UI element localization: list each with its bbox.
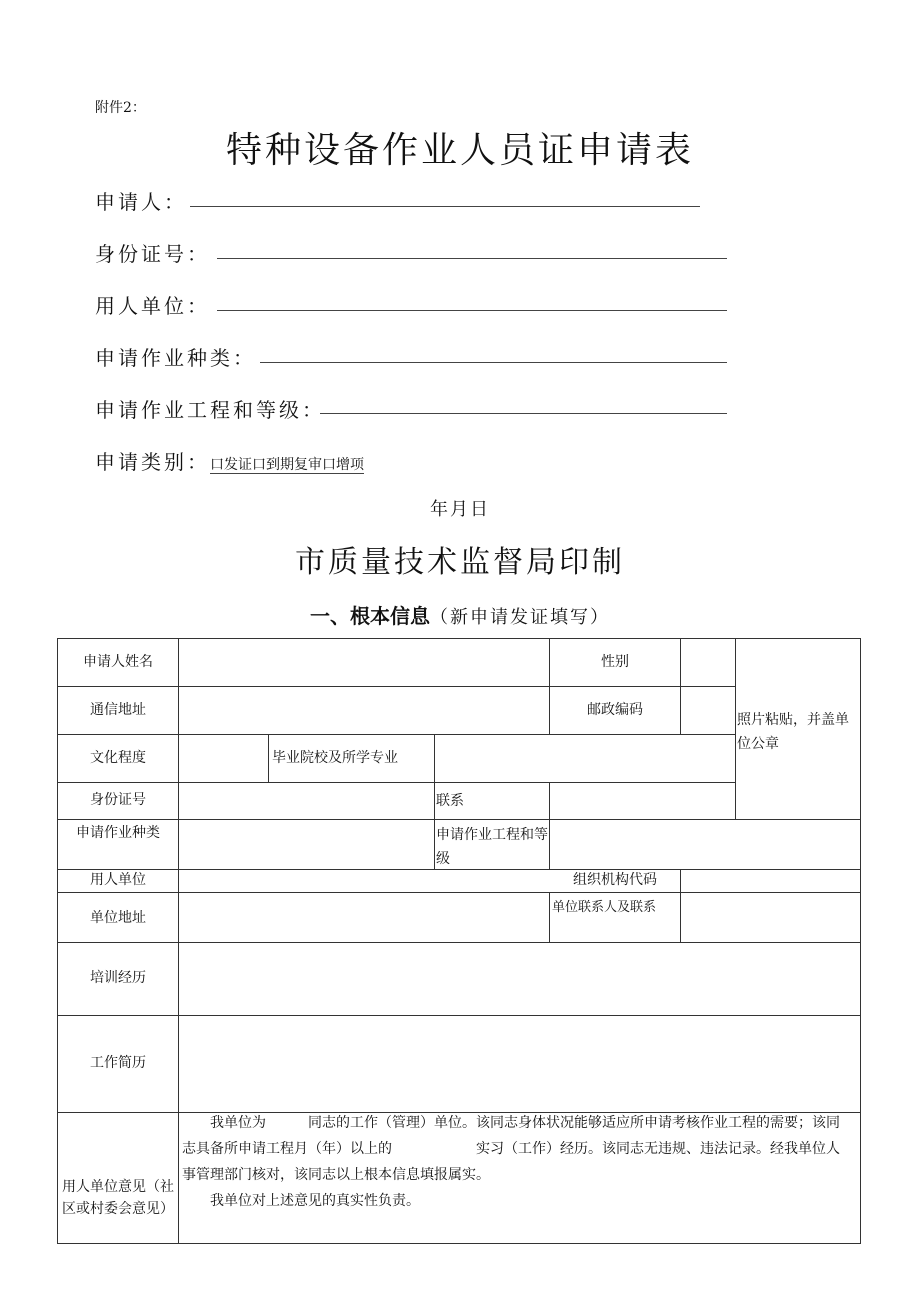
section-heading: [0, 600, 920, 629]
org-code-label: 组织机构代码: [573, 872, 657, 888]
section-title: 一、根本信息: [310, 604, 430, 628]
employer-contact-label: 单位联系人及联系: [552, 900, 657, 915]
table-line: [549, 782, 550, 869]
date-line: 年月日: [430, 499, 490, 520]
opinion-paragraph-1: 我单位为 同志的工作（管理）单位。该同志身体状况能够适应所申请考核作业工程的需要；该同志具备所申请工程月（年）以上的 实习（工作）经历。该同志无违规、违法记录。经我单位人事管理部门核对，该同志以上根本信息填报属实。: [182, 1115, 840, 1183]
table-border-left: [57, 638, 58, 1244]
work-type-cell-label: 申请作业种类: [76, 825, 160, 841]
table-line: [680, 869, 681, 942]
applicant-line[interactable]: [190, 206, 700, 207]
employer-label: 用人单位：: [95, 294, 210, 318]
table-line: [434, 734, 435, 869]
opinion-paragraph-2: 我单位对上述意见的真实性负责。: [210, 1193, 420, 1209]
category-options[interactable]: 口发证口到期复审口增项: [210, 457, 364, 473]
employer-line[interactable]: [217, 310, 727, 311]
education-label: 文化程度: [90, 750, 146, 766]
table-line: [178, 638, 179, 1244]
work-type-label: 申请作业种类：: [95, 346, 256, 370]
work-history-label: 工作简历: [90, 1055, 146, 1071]
employer-address-label: 单位地址: [90, 910, 146, 926]
employer-cell-label: 用人单位: [90, 872, 146, 888]
table-line: [549, 892, 550, 942]
id-number-line[interactable]: [217, 258, 727, 259]
table-line: [57, 686, 736, 687]
contact-label: 联系: [436, 793, 464, 809]
table-line: [680, 638, 681, 734]
table-line: [57, 782, 736, 783]
id-number-label: 身份证号：: [95, 242, 210, 266]
school-major-label: 毕业院校及所学专业: [272, 750, 398, 766]
name-label: 申请人姓名: [83, 654, 153, 670]
table-line: [735, 638, 736, 819]
work-item-level-cell-label: 申请作业工程和等级: [436, 827, 548, 867]
training-label: 培训经历: [90, 970, 146, 986]
category-row: [95, 446, 364, 475]
opinion-label: 用人单位意见（社区或村委会意见）: [62, 1179, 174, 1217]
issuer-name: 市质量技术监督局印制: [295, 545, 625, 580]
page-title: 特种设备作业人员证申请表: [225, 130, 694, 171]
photo-note: 照片粘贴，并盖单位公章: [737, 712, 849, 752]
table-line: [268, 734, 269, 782]
attachment-label: 附件2：: [95, 100, 146, 116]
work-type-line[interactable]: [260, 362, 727, 363]
postcode-label: 邮政编码: [587, 702, 643, 718]
section-subtitle: （新申请发证填写）: [430, 607, 610, 628]
gender-label: 性别: [601, 654, 629, 670]
applicant-label: 申请人：: [95, 190, 187, 214]
work-item-level-label: 申请作业工程和等级：: [95, 398, 325, 422]
category-label: 申请类别：: [95, 450, 210, 474]
work-item-level-line[interactable]: [320, 413, 727, 414]
address-label: 通信地址: [90, 702, 146, 718]
table-line: [57, 734, 736, 735]
id-number-cell-label: 身份证号: [90, 792, 146, 808]
table-border-right: [860, 638, 861, 1244]
